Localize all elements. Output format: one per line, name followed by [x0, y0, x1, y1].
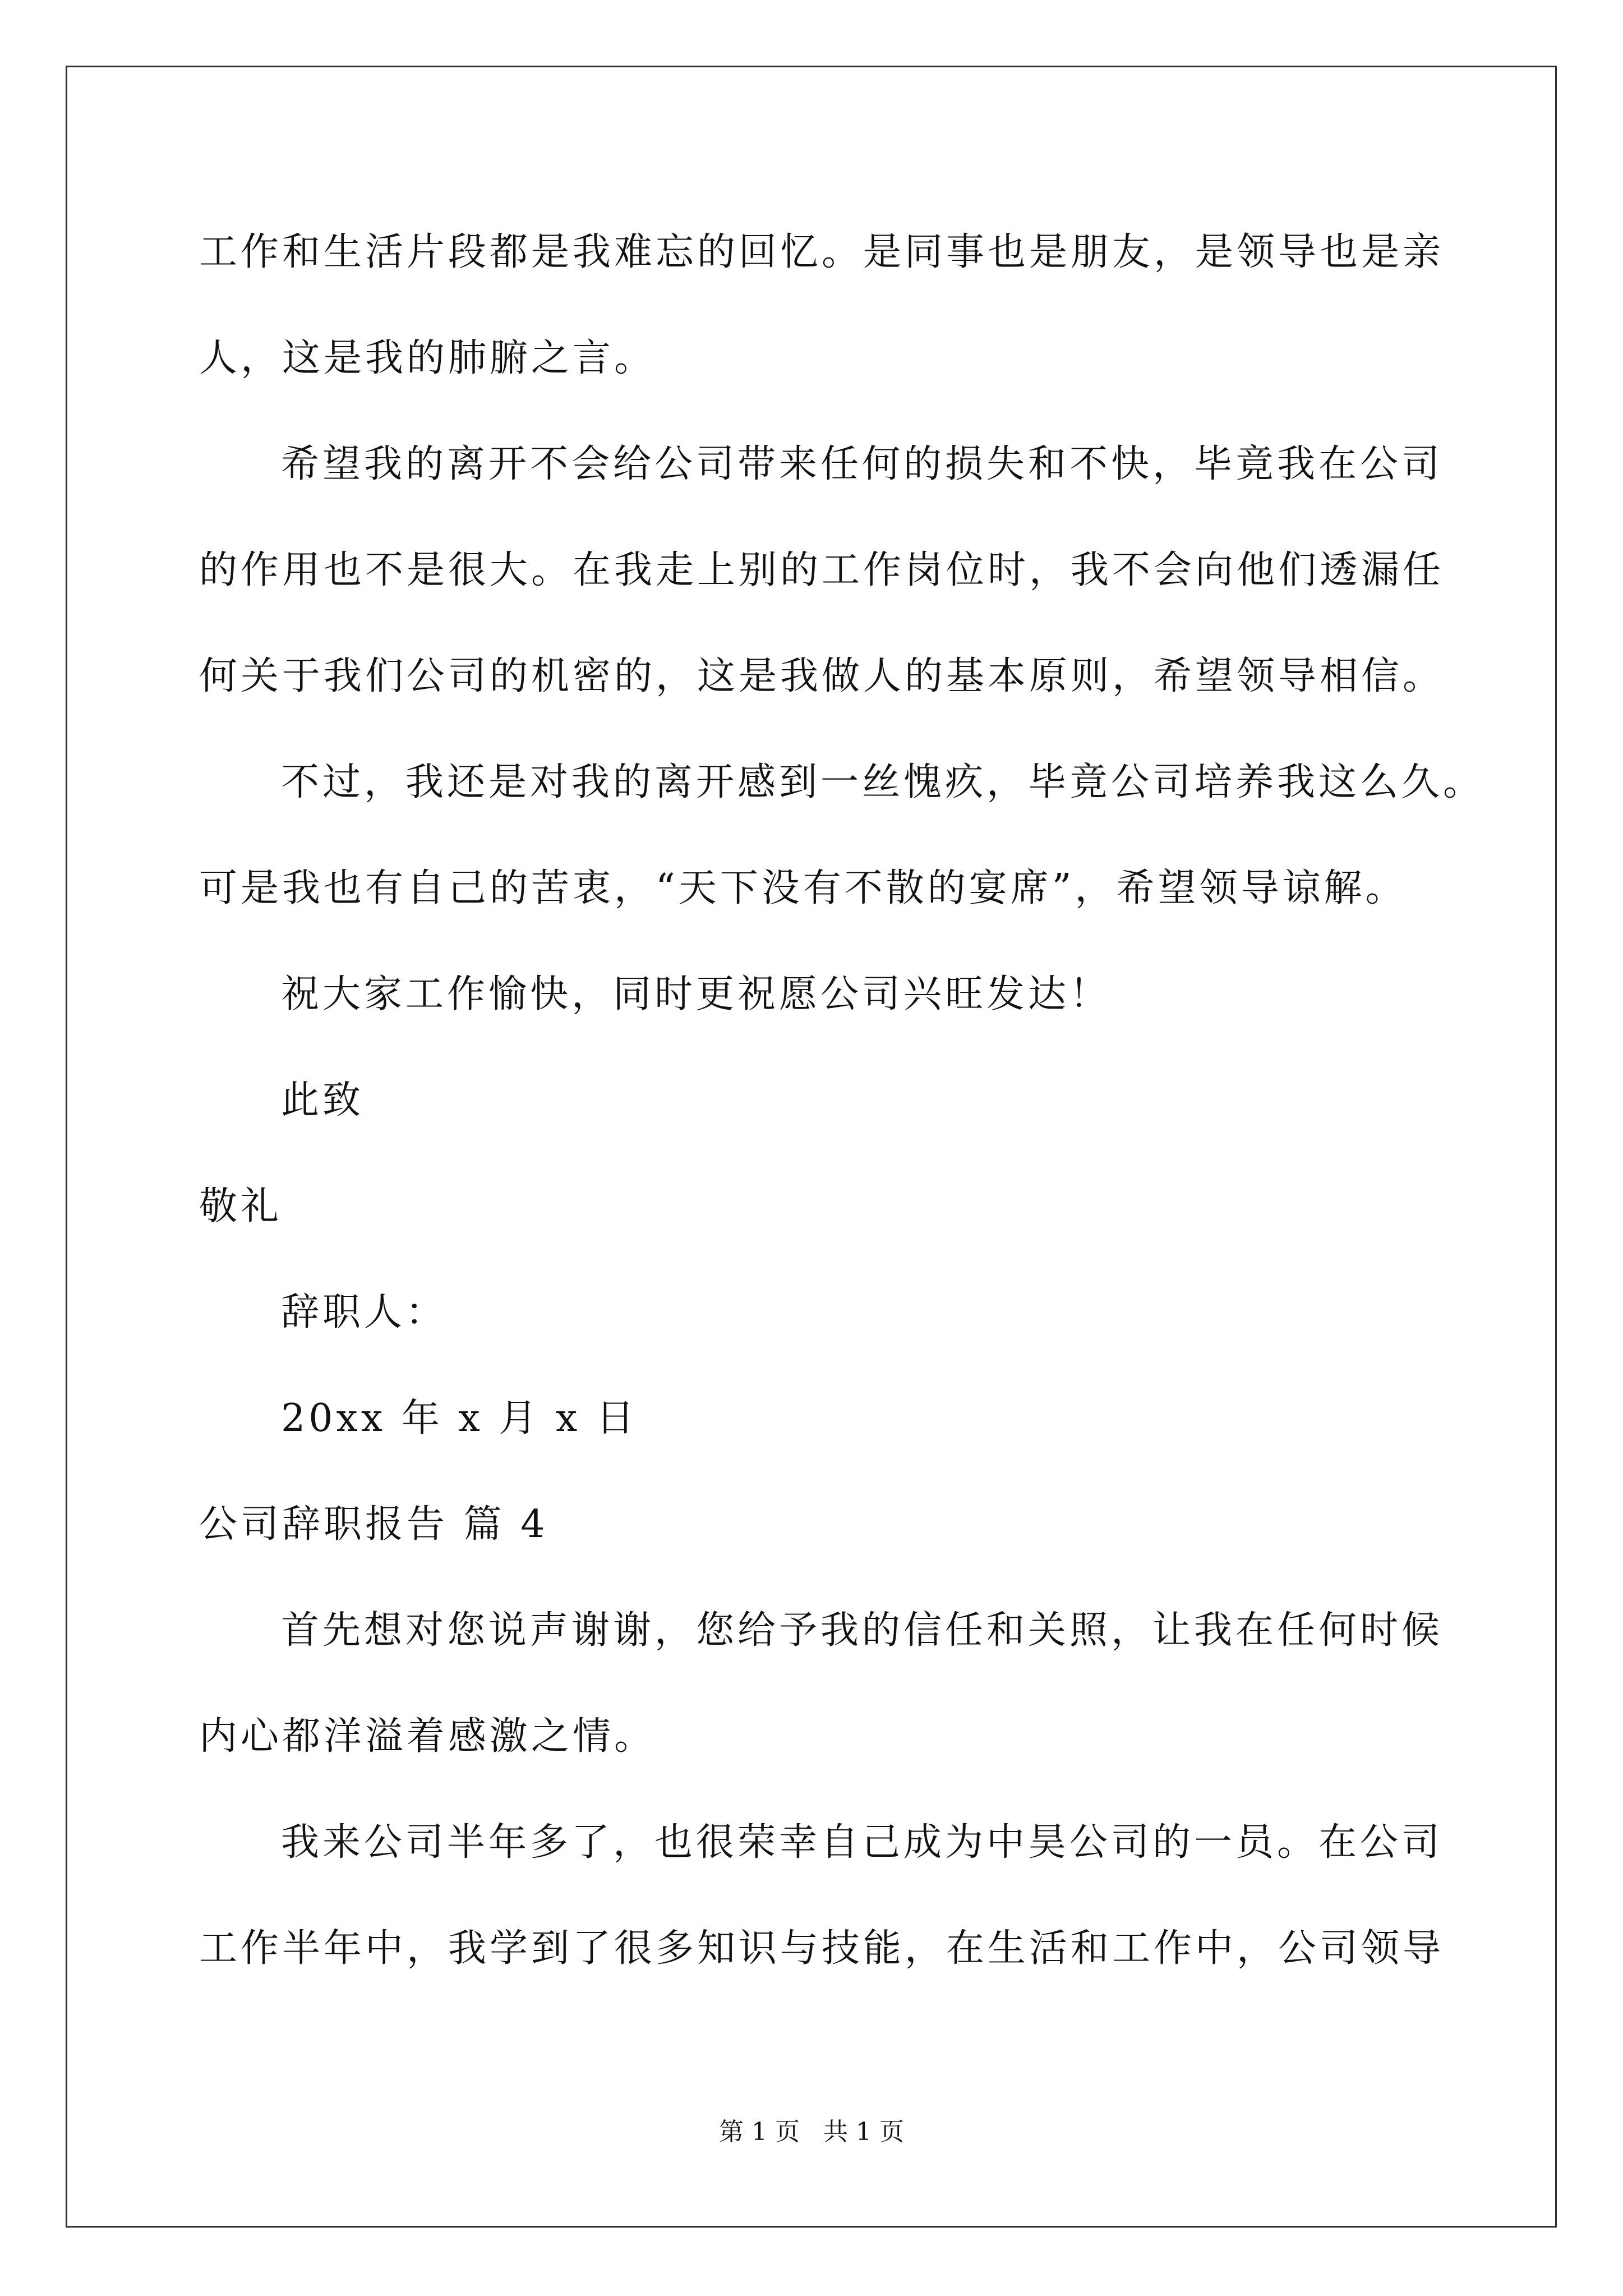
body-line: 首先想对您说声谢谢，您给予我的信任和关照，让我在任何时候 — [281, 1608, 1444, 1653]
page-footer — [0, 2118, 1623, 2146]
body-line: 何关于我们公司的机密的，这是我做人的基本原则，希望领导相信。 — [199, 654, 1445, 698]
body-line: 工作和生活片段都是我难忘的回忆。是同事也是朋友，是领导也是亲 — [199, 230, 1445, 274]
body-line: 人，这是我的肺腑之言。 — [199, 336, 656, 380]
body-line: 工作半年中，我学到了很多知识与技能，在生活和工作中，公司领导 — [199, 1926, 1445, 1971]
body-line: 内心都洋溢着感激之情。 — [199, 1714, 656, 1759]
body-line: 的作用也不是很大。在我走上别的工作岗位时，我不会向他们透漏任 — [199, 548, 1445, 592]
body-line: 我来公司半年多了，也很荣幸自己成为中昊公司的一员。在公司 — [281, 1820, 1444, 1865]
body-line: 不过，我还是对我的离开感到一丝愧疚，毕竟公司培养我这么久。 — [281, 760, 1485, 804]
page-total: 共 1 页 — [823, 2118, 904, 2146]
salutation: 此致 — [281, 1078, 365, 1122]
body-line: 希望我的离开不会给公司带来任何的损失和不快，毕竟我在公司 — [281, 442, 1444, 486]
section-heading: 公司辞职报告 篇 4 — [199, 1502, 548, 1547]
salutation-regards: 敬礼 — [199, 1184, 283, 1228]
body-line: 可是我也有自己的苦衷，“天下没有不散的宴席”，希望领导谅解。 — [199, 866, 1407, 910]
signature-label: 辞职人： — [281, 1290, 448, 1335]
closing-wish: 祝大家工作愉快，同时更祝愿公司兴旺发达！ — [281, 972, 1112, 1016]
date-line: 20xx 年 x 月 x 日 — [281, 1396, 638, 1441]
page-border — [66, 66, 1557, 2228]
page-number: 第 1 页 — [719, 2118, 800, 2146]
